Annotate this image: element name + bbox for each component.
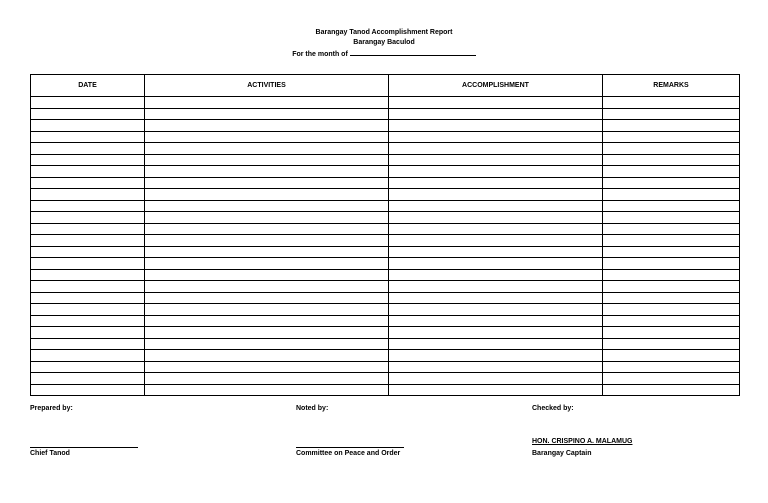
table-row bbox=[31, 212, 740, 224]
cell-date[interactable] bbox=[31, 315, 145, 327]
cell-accomplishment[interactable] bbox=[389, 97, 603, 109]
cell-accomplishment[interactable] bbox=[389, 154, 603, 166]
cell-accomplishment[interactable] bbox=[389, 189, 603, 201]
cell-accomplishment[interactable] bbox=[389, 200, 603, 212]
cell-date[interactable] bbox=[31, 143, 145, 155]
table-row bbox=[31, 177, 740, 189]
table-row bbox=[31, 304, 740, 316]
table-row bbox=[31, 120, 740, 132]
noted-by-label: Noted by: bbox=[296, 405, 329, 412]
table-row bbox=[31, 269, 740, 281]
cell-activities[interactable] bbox=[145, 235, 389, 247]
prepared-by-label: Prepared by: bbox=[30, 405, 73, 412]
cell-accomplishment[interactable] bbox=[389, 315, 603, 327]
table-row bbox=[31, 200, 740, 212]
cell-accomplishment[interactable] bbox=[389, 304, 603, 316]
cell-date[interactable] bbox=[31, 154, 145, 166]
column-header-accomplishment: ACCOMPLISHMENT bbox=[389, 75, 603, 97]
cell-date[interactable] bbox=[31, 189, 145, 201]
report-header bbox=[0, 28, 768, 60]
cell-remarks[interactable] bbox=[603, 246, 740, 258]
cell-activities[interactable] bbox=[145, 269, 389, 281]
table-row bbox=[31, 361, 740, 373]
cell-date[interactable] bbox=[31, 338, 145, 350]
cell-activities[interactable] bbox=[145, 154, 389, 166]
cell-date[interactable] bbox=[31, 281, 145, 293]
cell-activities[interactable] bbox=[145, 258, 389, 270]
cell-remarks[interactable] bbox=[603, 189, 740, 201]
table-row bbox=[31, 166, 740, 178]
cell-date[interactable] bbox=[31, 200, 145, 212]
cell-date[interactable] bbox=[31, 246, 145, 258]
accomplishment-table bbox=[30, 74, 740, 396]
cell-accomplishment[interactable] bbox=[389, 235, 603, 247]
cell-date[interactable] bbox=[31, 97, 145, 109]
cell-remarks[interactable] bbox=[603, 304, 740, 316]
table-row bbox=[31, 189, 740, 201]
cell-activities[interactable] bbox=[145, 131, 389, 143]
cell-activities[interactable] bbox=[145, 143, 389, 155]
cell-accomplishment[interactable] bbox=[389, 350, 603, 362]
table-row bbox=[31, 338, 740, 350]
cell-accomplishment[interactable] bbox=[389, 269, 603, 281]
table-row bbox=[31, 131, 740, 143]
table-row bbox=[31, 327, 740, 339]
table-header-row bbox=[31, 75, 740, 97]
cell-date[interactable] bbox=[31, 361, 145, 373]
cell-activities[interactable] bbox=[145, 223, 389, 235]
cell-activities[interactable] bbox=[145, 338, 389, 350]
noted-signature-line bbox=[296, 447, 404, 448]
column-header-date: DATE bbox=[31, 75, 145, 97]
cell-activities[interactable] bbox=[145, 384, 389, 396]
checked-by-label: Checked by: bbox=[532, 405, 574, 412]
committee-title: Committee on Peace and Order bbox=[296, 450, 401, 457]
month-label: For the month of bbox=[292, 51, 348, 58]
table-row bbox=[31, 281, 740, 293]
table-row bbox=[31, 373, 740, 385]
table-row bbox=[31, 235, 740, 247]
cell-accomplishment[interactable] bbox=[389, 177, 603, 189]
cell-activities[interactable] bbox=[145, 350, 389, 362]
cell-accomplishment[interactable] bbox=[389, 327, 603, 339]
cell-date[interactable] bbox=[31, 373, 145, 385]
month-blank-field[interactable] bbox=[350, 48, 476, 56]
cell-remarks[interactable] bbox=[603, 212, 740, 224]
cell-remarks[interactable] bbox=[603, 269, 740, 281]
cell-remarks[interactable] bbox=[603, 108, 740, 120]
cell-accomplishment[interactable] bbox=[389, 223, 603, 235]
table-row bbox=[31, 315, 740, 327]
cell-accomplishment[interactable] bbox=[389, 108, 603, 120]
cell-date[interactable] bbox=[31, 223, 145, 235]
cell-activities[interactable] bbox=[145, 246, 389, 258]
cell-date[interactable] bbox=[31, 350, 145, 362]
cell-remarks[interactable] bbox=[603, 223, 740, 235]
table-body bbox=[31, 97, 740, 396]
cell-date[interactable] bbox=[31, 212, 145, 224]
cell-remarks[interactable] bbox=[603, 166, 740, 178]
cell-activities[interactable] bbox=[145, 361, 389, 373]
cell-date[interactable] bbox=[31, 177, 145, 189]
table-row bbox=[31, 223, 740, 235]
cell-accomplishment[interactable] bbox=[389, 373, 603, 385]
cell-activities[interactable] bbox=[145, 108, 389, 120]
cell-date[interactable] bbox=[31, 258, 145, 270]
cell-accomplishment[interactable] bbox=[389, 166, 603, 178]
cell-accomplishment[interactable] bbox=[389, 292, 603, 304]
table-row bbox=[31, 246, 740, 258]
cell-activities[interactable] bbox=[145, 281, 389, 293]
table-row bbox=[31, 143, 740, 155]
cell-remarks[interactable] bbox=[603, 350, 740, 362]
cell-date[interactable] bbox=[31, 327, 145, 339]
cell-activities[interactable] bbox=[145, 200, 389, 212]
month-line bbox=[292, 48, 476, 60]
cell-remarks[interactable] bbox=[603, 258, 740, 270]
chief-tanod-title: Chief Tanod bbox=[30, 450, 70, 457]
cell-date[interactable] bbox=[31, 131, 145, 143]
cell-accomplishment[interactable] bbox=[389, 120, 603, 132]
cell-date[interactable] bbox=[31, 304, 145, 316]
cell-accomplishment[interactable] bbox=[389, 281, 603, 293]
cell-accomplishment[interactable] bbox=[389, 246, 603, 258]
cell-remarks[interactable] bbox=[603, 327, 740, 339]
report-title: Barangay Tanod Accomplishment Report bbox=[315, 29, 453, 36]
cell-activities[interactable] bbox=[145, 189, 389, 201]
table-row bbox=[31, 292, 740, 304]
cell-accomplishment[interactable] bbox=[389, 338, 603, 350]
cell-activities[interactable] bbox=[145, 292, 389, 304]
cell-remarks[interactable] bbox=[603, 373, 740, 385]
cell-date[interactable] bbox=[31, 166, 145, 178]
cell-remarks[interactable] bbox=[603, 338, 740, 350]
cell-remarks[interactable] bbox=[603, 177, 740, 189]
cell-remarks[interactable] bbox=[603, 361, 740, 373]
captain-title: Barangay Captain bbox=[532, 450, 592, 457]
table-row bbox=[31, 154, 740, 166]
cell-remarks[interactable] bbox=[603, 200, 740, 212]
cell-date[interactable] bbox=[31, 384, 145, 396]
cell-date[interactable] bbox=[31, 269, 145, 281]
cell-remarks[interactable] bbox=[603, 97, 740, 109]
cell-accomplishment[interactable] bbox=[389, 384, 603, 396]
captain-name: HON. CRISPINO A. MALAMUG bbox=[532, 438, 633, 445]
cell-remarks[interactable] bbox=[603, 131, 740, 143]
cell-accomplishment[interactable] bbox=[389, 258, 603, 270]
table-row bbox=[31, 97, 740, 109]
cell-remarks[interactable] bbox=[603, 281, 740, 293]
cell-date[interactable] bbox=[31, 108, 145, 120]
barangay-name: Barangay Baculod bbox=[353, 39, 415, 46]
cell-remarks[interactable] bbox=[603, 315, 740, 327]
cell-activities[interactable] bbox=[145, 120, 389, 132]
cell-remarks[interactable] bbox=[603, 384, 740, 396]
cell-activities[interactable] bbox=[145, 177, 389, 189]
cell-activities[interactable] bbox=[145, 304, 389, 316]
cell-activities[interactable] bbox=[145, 166, 389, 178]
cell-date[interactable] bbox=[31, 235, 145, 247]
column-header-activities: ACTIVITIES bbox=[145, 75, 389, 97]
cell-activities[interactable] bbox=[145, 212, 389, 224]
table-row bbox=[31, 258, 740, 270]
cell-activities[interactable] bbox=[145, 97, 389, 109]
column-header-remarks: REMARKS bbox=[603, 75, 740, 97]
cell-date[interactable] bbox=[31, 292, 145, 304]
cell-accomplishment[interactable] bbox=[389, 361, 603, 373]
prepared-signature-line bbox=[30, 447, 138, 448]
cell-activities[interactable] bbox=[145, 373, 389, 385]
cell-date[interactable] bbox=[31, 120, 145, 132]
table-row bbox=[31, 108, 740, 120]
cell-remarks[interactable] bbox=[603, 292, 740, 304]
cell-remarks[interactable] bbox=[603, 235, 740, 247]
cell-accomplishment[interactable] bbox=[389, 131, 603, 143]
cell-activities[interactable] bbox=[145, 327, 389, 339]
cell-remarks[interactable] bbox=[603, 120, 740, 132]
cell-accomplishment[interactable] bbox=[389, 212, 603, 224]
cell-accomplishment[interactable] bbox=[389, 143, 603, 155]
cell-activities[interactable] bbox=[145, 315, 389, 327]
table-row bbox=[31, 350, 740, 362]
cell-remarks[interactable] bbox=[603, 154, 740, 166]
cell-remarks[interactable] bbox=[603, 143, 740, 155]
table-row bbox=[31, 384, 740, 396]
